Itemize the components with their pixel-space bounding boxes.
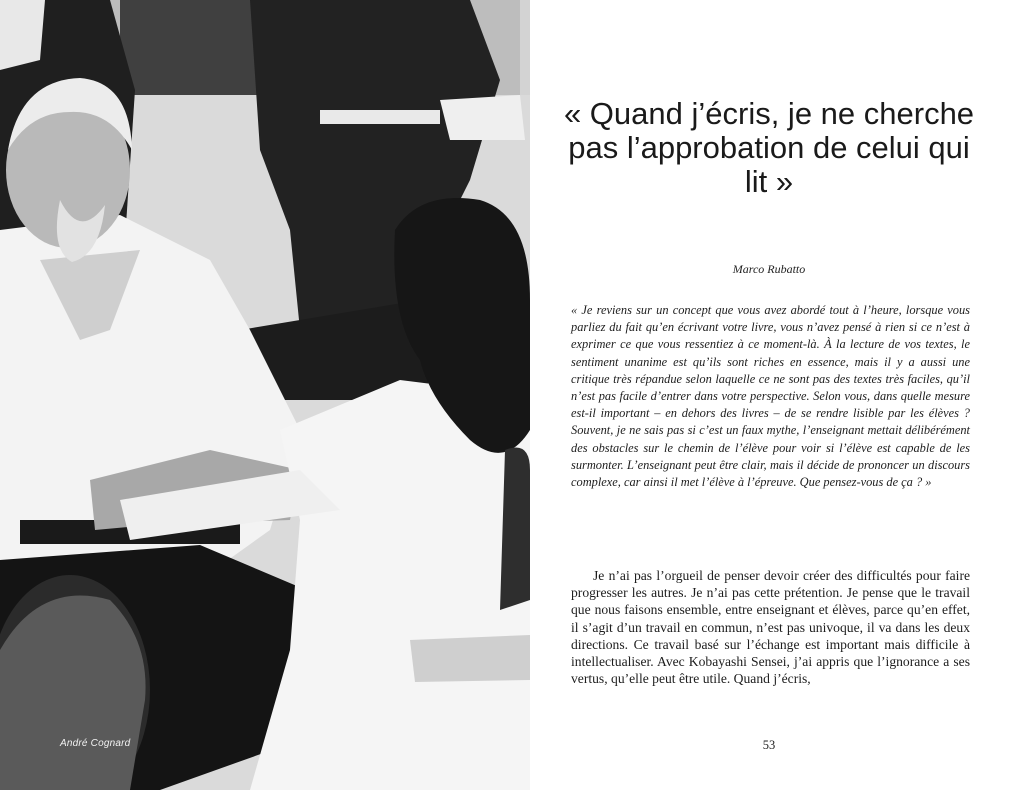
article-title: « Quand j’écris, je ne cherche pas l’approbation de celui qui lit » (563, 96, 975, 199)
author-name: Marco Rubatto (732, 262, 806, 276)
answer-paragraph: Je n’ai pas l’orgueil de penser devoir créer des difficultés pour faire progresser les autres. Je n’ai pas cette prétention. Je pense que le travail que nous faisons ensemble, entre enseignant et élèves, parce qu’en effet, il s’agit d’un travail en commun, n’est pas univoque, il va dans les deux directions. Ce travail basé sur l’échange est important mais difficile à intellectualiser. Avec Kobayashi Sensei, j’ai appris que l’ignorance a ses vertus, qu’elle peut être utile. Quand j’écris, (571, 568, 970, 687)
question-paragraph: « Je reviens sur un concept que vous avez abordé tout à l’heure, lorsque vous parliez du fait qu’en écrivant votre livre, vous n’avez pensé à rien si ce n’est à exprimer ce que vous ressentiez à ce moment-là. À la lecture de vos textes, le sentiment unanime est qu’ils sont riches en essence, mais il y a aussi une critique très répandue selon laquelle ce ne sont pas des textes très faciles, qu’il n’est pas facile d’entrer dans votre perspective. Selon vous, dans quelle mesure est-il important – en dehors des livres – de se rendre lisible par les élèves ? Souvent, je ne sais pas si c’est un faux mythe, l’enseignant mettait délibérément des obstacles sur le chemin de l’élève pour voir si l’élève est capable de les surmonter. L’enseignant peut être clair, mais il décide de prononcer un discours complexe, car ainsi il met l’élève à l’épreuve. Que pensez-vous de ça ? » (571, 303, 970, 490)
page-number: 53 (762, 738, 776, 752)
text-page (530, 0, 1024, 790)
photo-credit: André Cognard (60, 738, 131, 749)
